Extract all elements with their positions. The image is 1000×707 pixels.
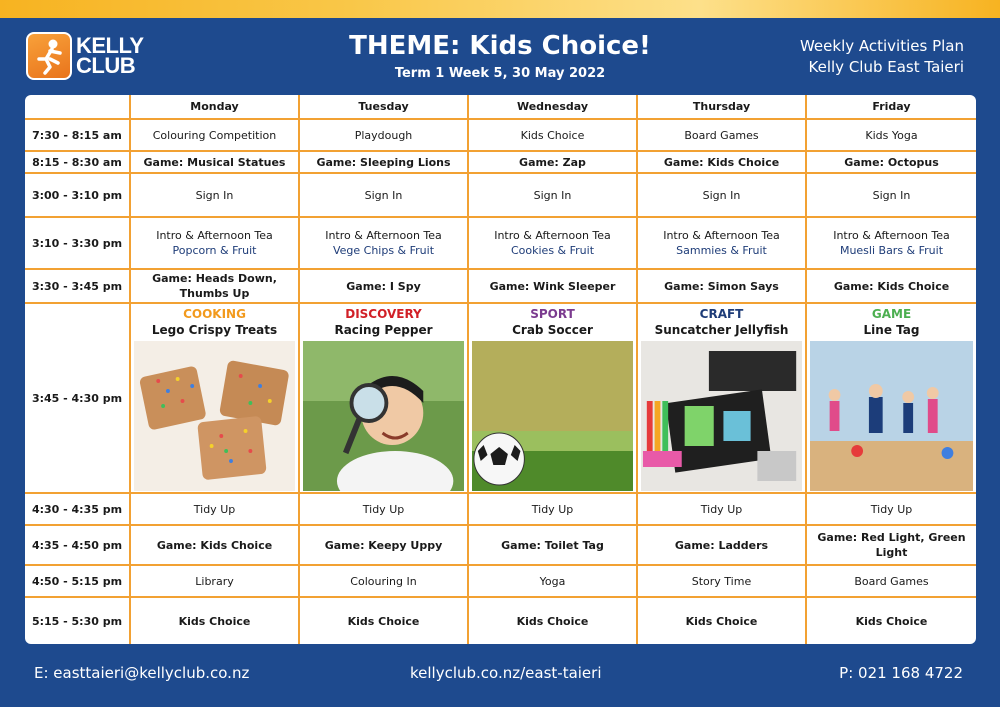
- activity-cell: Kids Choice: [468, 119, 637, 151]
- game-cell: Game: Kids Choice: [806, 269, 976, 303]
- gym-kids-photo: [810, 341, 973, 491]
- game-cell: Game: Musical Statues: [130, 151, 299, 173]
- game-cell: Game: Ladders: [637, 525, 806, 565]
- page-title: THEME: Kids Choice!: [349, 31, 651, 61]
- footer: [0, 664, 1000, 688]
- time-slot: 3:00 - 3:10 pm: [25, 173, 130, 217]
- afternoon-tea-label: Intro & Afternoon Tea: [663, 229, 780, 242]
- game-cell: Game: Kids Choice: [637, 151, 806, 173]
- activity-cell: Board Games: [806, 565, 976, 597]
- kids-choice-cell: Kids Choice: [637, 597, 806, 644]
- activity-title: Line Tag: [863, 323, 920, 337]
- game-cell: Game: Keepy Uppy: [299, 525, 468, 565]
- table-row: [25, 493, 976, 525]
- footer-website[interactable]: kellyclub.co.nz/east-taieri: [410, 664, 602, 682]
- day-header: Tuesday: [299, 95, 468, 119]
- game-cell: Game: Simon Says: [637, 269, 806, 303]
- activity-title: Lego Crispy Treats: [151, 323, 278, 337]
- activity-cell: Sign In: [299, 173, 468, 217]
- day-header: Thursday: [637, 95, 806, 119]
- kids-choice-cell: Kids Choice: [468, 597, 637, 644]
- game-cell: Game: Toilet Tag: [468, 525, 637, 565]
- time-slot: 7:30 - 8:15 am: [25, 119, 130, 151]
- crispy-treats-photo: [134, 341, 295, 491]
- table-row: [25, 269, 976, 303]
- table-row: [25, 597, 976, 644]
- corner-cell: [25, 95, 130, 119]
- afternoon-tea-cell: [468, 217, 637, 269]
- activity-category: GAME: [871, 307, 912, 321]
- activity-title: Racing Pepper: [334, 323, 433, 337]
- plan-type: Weekly Activities Plan: [799, 37, 964, 55]
- table-row: [25, 565, 976, 597]
- kids-choice-cell: Kids Choice: [806, 597, 976, 644]
- afternoon-tea-label: Intro & Afternoon Tea: [833, 229, 950, 242]
- game-cell: Game: Zap: [468, 151, 637, 173]
- time-slot: 4:30 - 4:35 pm: [25, 493, 130, 525]
- game-cell: Game: I Spy: [299, 269, 468, 303]
- featured-activity-cell: [130, 303, 299, 493]
- featured-activity-cell: [806, 303, 976, 493]
- table-row: [25, 173, 976, 217]
- activity-cell: Sign In: [637, 173, 806, 217]
- activity-cell: Yoga: [468, 565, 637, 597]
- activity-title: Crab Soccer: [512, 323, 593, 337]
- activity-cell: Sign In: [130, 173, 299, 217]
- activity-cell: Kids Yoga: [806, 119, 976, 151]
- activity-category: SPORT: [530, 307, 575, 321]
- afternoon-tea-cell: [637, 217, 806, 269]
- footer-phone[interactable]: P: 021 168 4722: [839, 664, 963, 682]
- activity-title: Suncatcher Jellyfish: [654, 323, 789, 337]
- afternoon-tea-cell: [130, 217, 299, 269]
- game-cell: Game: Kids Choice: [130, 525, 299, 565]
- time-slot: 8:15 - 8:30 am: [25, 151, 130, 173]
- activity-cell: Tidy Up: [299, 493, 468, 525]
- header-right-block: [744, 36, 964, 78]
- activity-category: DISCOVERY: [345, 307, 422, 321]
- activity-cell: Library: [130, 565, 299, 597]
- kelly-club-logo[interactable]: [26, 30, 158, 82]
- snack-label: Vege Chips & Fruit: [332, 244, 435, 257]
- time-slot: 3:10 - 3:30 pm: [25, 217, 130, 269]
- club-name: Kelly Club East Taieri: [808, 58, 964, 76]
- time-slot: 4:50 - 5:15 pm: [25, 565, 130, 597]
- activity-cell: Story Time: [637, 565, 806, 597]
- table-row: [25, 303, 976, 493]
- snack-label: Sammies & Fruit: [676, 244, 767, 257]
- game-cell: Game: Heads Down, Thumbs Up: [130, 269, 299, 303]
- running-figure-icon: [26, 32, 72, 80]
- snack-label: Muesli Bars & Fruit: [839, 244, 944, 257]
- afternoon-tea-cell: [806, 217, 976, 269]
- featured-activity-cell: [468, 303, 637, 493]
- schedule-table: [25, 95, 976, 644]
- top-accent-bar: [0, 0, 1000, 18]
- time-slot: 3:45 - 4:30 pm: [25, 303, 130, 493]
- header-title-block: [300, 30, 700, 81]
- afternoon-tea-label: Intro & Afternoon Tea: [325, 229, 442, 242]
- game-cell: Game: Octopus: [806, 151, 976, 173]
- kids-choice-cell: Kids Choice: [299, 597, 468, 644]
- table-row: [25, 217, 976, 269]
- game-cell: Game: Sleeping Lions: [299, 151, 468, 173]
- game-cell: Game: Red Light, Green Light: [806, 525, 976, 565]
- activity-cell: Colouring In: [299, 565, 468, 597]
- day-header-row: [25, 95, 976, 119]
- time-slot: 5:15 - 5:30 pm: [25, 597, 130, 644]
- activity-cell: Playdough: [299, 119, 468, 151]
- boy-magnifier-photo: [303, 341, 464, 491]
- snack-label: Popcorn & Fruit: [172, 244, 257, 257]
- soccer-ball-photo: [472, 341, 633, 491]
- activity-cell: Tidy Up: [130, 493, 299, 525]
- day-header: Friday: [806, 95, 976, 119]
- activity-cell: Board Games: [637, 119, 806, 151]
- time-slot: 4:35 - 4:50 pm: [25, 525, 130, 565]
- table-row: [25, 151, 976, 173]
- activity-category: CRAFT: [699, 307, 744, 321]
- activity-cell: Tidy Up: [806, 493, 976, 525]
- activity-cell: Sign In: [806, 173, 976, 217]
- featured-activity-cell: [637, 303, 806, 493]
- logo-wordmark: KELLY CLUB: [76, 33, 144, 78]
- time-slot: 3:30 - 3:45 pm: [25, 269, 130, 303]
- afternoon-tea-label: Intro & Afternoon Tea: [156, 229, 273, 242]
- day-header: Monday: [130, 95, 299, 119]
- afternoon-tea-label: Intro & Afternoon Tea: [494, 229, 611, 242]
- schedule-sheet: [25, 95, 976, 644]
- afternoon-tea-cell: [299, 217, 468, 269]
- featured-activity-cell: [299, 303, 468, 493]
- activity-category: COOKING: [183, 307, 246, 321]
- activity-cell: Sign In: [468, 173, 637, 217]
- kids-choice-cell: Kids Choice: [130, 597, 299, 644]
- day-header: Wednesday: [468, 95, 637, 119]
- activity-cell: Tidy Up: [637, 493, 806, 525]
- craft-table-photo: [641, 341, 802, 491]
- activity-cell: Colouring Competition: [130, 119, 299, 151]
- table-row: [25, 119, 976, 151]
- activity-cell: Tidy Up: [468, 493, 637, 525]
- table-row: [25, 525, 976, 565]
- snack-label: Cookies & Fruit: [510, 244, 595, 257]
- game-cell: Game: Wink Sleeper: [468, 269, 637, 303]
- footer-email[interactable]: E: easttaieri@kellyclub.co.nz: [34, 664, 250, 682]
- page-subtitle: Term 1 Week 5, 30 May 2022: [394, 66, 606, 81]
